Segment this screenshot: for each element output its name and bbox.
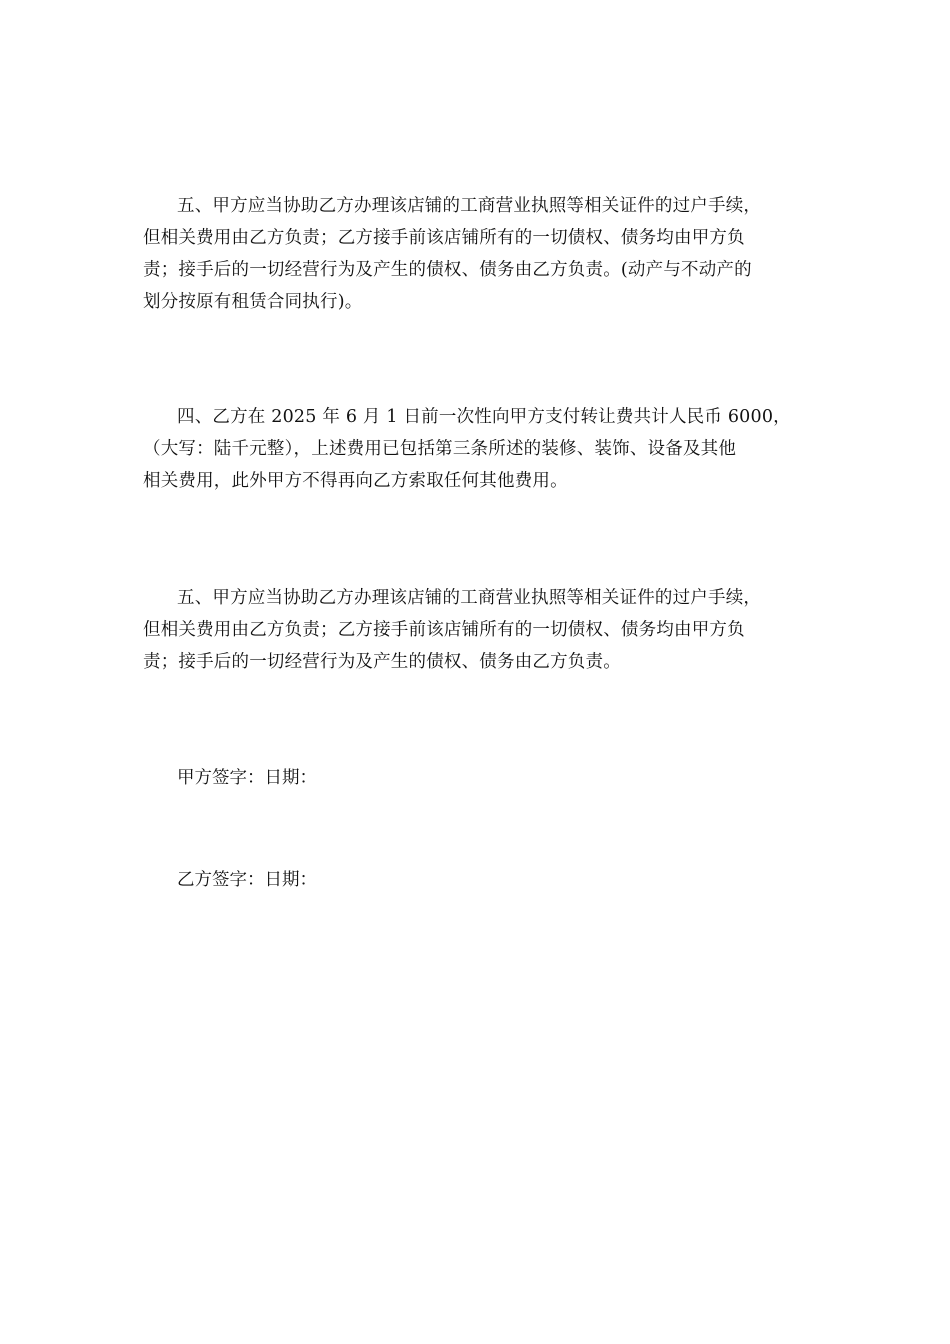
party-b-signature-line: 乙方签字：日期： — [177, 870, 317, 890]
clause-five-repeat — [143, 582, 807, 678]
clause-line: （大写：陆千元整），上述费用已包括第三条所述的装修、装饰、设备及其他 — [143, 439, 737, 459]
clause-line: 划分按原有租赁合同执行)。 — [143, 292, 363, 312]
clause-line: 相关费用，此外甲方不得再向乙方索取任何其他费用。 — [143, 471, 568, 491]
party-a-signature-line: 甲方签字：日期： — [177, 768, 317, 788]
clause-line: 责；接手后的一切经营行为及产生的债权、债务由乙方负责。(动产与不动产的 — [143, 260, 752, 280]
clause-line: 四、乙方在 2025 年 6 月 1 日前一次性向甲方支付转让费共计人民币 6000， — [177, 407, 791, 427]
clause-line: 但相关费用由乙方负责；乙方接手前该店铺所有的一切债权、债务均由甲方负 — [143, 620, 745, 640]
clause-line: 责；接手后的一切经营行为及产生的债权、债务由乙方负责。 — [143, 652, 621, 672]
clause-line: 但相关费用由乙方负责；乙方接手前该店铺所有的一切债权、债务均由甲方负 — [143, 228, 745, 248]
clause-line: 五、甲方应当协助乙方办理该店铺的工商营业执照等相关证件的过户手续， — [177, 196, 762, 216]
clause-line: 五、甲方应当协助乙方办理该店铺的工商营业执照等相关证件的过户手续， — [177, 588, 762, 608]
clause-four-transfer-fee — [143, 401, 807, 497]
clause-five-transfer-procedures — [143, 190, 807, 318]
